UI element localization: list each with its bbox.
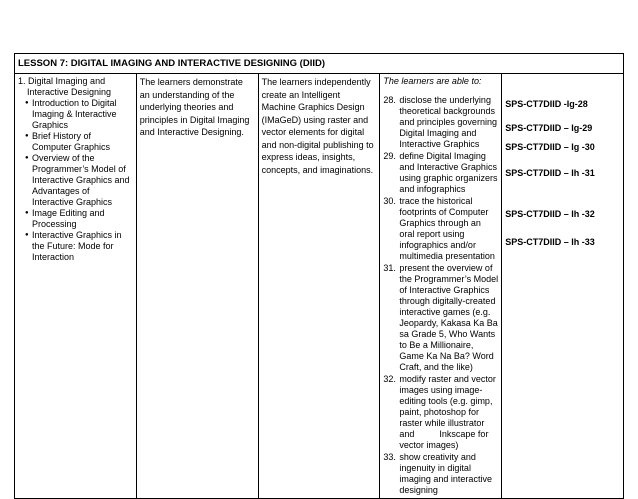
lesson-title: LESSON 7: DIGITAL IMAGING AND INTERACTIVE DESIGNING (DIID) [15,54,624,74]
performance-standard-cell [258,74,380,499]
competency-number: 33. [383,452,396,462]
curriculum-table [14,53,624,499]
competency-text: disclose the underlying theoretical backgrounds and principles governing Digital Imaging and Interactive Graphics [399,95,497,149]
competency-code: SPS-CT7DIID – Ih -31 [505,168,595,178]
competencies-cell [380,74,502,499]
content-title [18,76,133,98]
performance-standard-text: The learners independently create an Intelligent Machine Graphics Design (IMaGeD) using raster and vector elements for digital and non-digital publishing to express ideas, insights, concepts, and imaginations. [261,77,374,175]
content-standard-cell [136,74,258,499]
content-standard-text: The learners demonstrate an understanding of the underlying theories and principles in Digital Imaging and Interactive Designing. [139,77,250,137]
codes-cell [502,74,624,499]
competencies-intro: The learners are able to: [383,76,482,86]
competency-number: 29. [383,151,396,161]
lesson-header-row [15,54,624,74]
lesson-content-row [15,74,624,499]
competency-list [383,95,498,496]
competency-item [383,374,498,451]
competency-item [383,452,498,496]
competency-code: SPS-CT7DIID – Ig -30 [505,142,595,152]
content-cell [15,74,137,499]
competency-number: 31. [383,263,396,273]
topic-item: ● Overview of the Programmer’s Model of Interactive Graphics and Advantages of Interactive Graphics [26,153,133,208]
competency-item [383,151,498,195]
competency-number: 32. [383,374,396,384]
competency-text: present the overview of the Programmer’s Model of Interactive Graphics through digitally-created interactive games (e.g. Jeopardy, Kakasa Ka Ba sa Grade 5, Who Wants to Be a Millionaire, Game Ka Na Ba? Word Craft, and the like) [399,263,499,372]
competency-text: modify raster and vector images using image-editing tools (e.g. gimp, paint, photoshop for raster while illustrator and Inkscape for vector images) [399,374,499,450]
competency-text: show creativity and ingenuity in digital imaging and interactive designing [399,452,492,495]
competency-text: trace the historical footprints of Computer Graphics through an oral report using infographics and/or multimedia presentation [399,196,495,261]
competency-item [383,263,498,373]
topic-item: ● Interactive Graphics in the Future: Mode for Interaction [26,230,133,263]
topic-item: ● Brief History of Computer Graphics [26,131,133,153]
competency-code: SPS-CT7DIID -Ig-28 [505,99,588,109]
topic-list [18,98,133,263]
competency-item [383,95,498,150]
competency-code: SPS-CT7DIID – Ig-29 [505,123,593,133]
competency-code: SPS-CT7DIID – Ih -32 [505,209,595,219]
competency-item [383,196,498,262]
competency-number: 30. [383,196,396,206]
content-title-text: Digital Imaging and Interactive Designing [27,76,112,97]
competency-code: SPS-CT7DIID – Ih -33 [505,237,595,247]
competency-number: 28. [383,95,396,105]
competency-text: define Digital Imaging and Interactive Graphics using graphic organizers and infographics [399,151,498,194]
content-number: 1. [18,76,26,86]
topic-item: ● Image Editing and Processing [26,208,133,230]
topic-item: ● Introduction to Digital Imaging & Interactive Graphics [26,98,133,131]
